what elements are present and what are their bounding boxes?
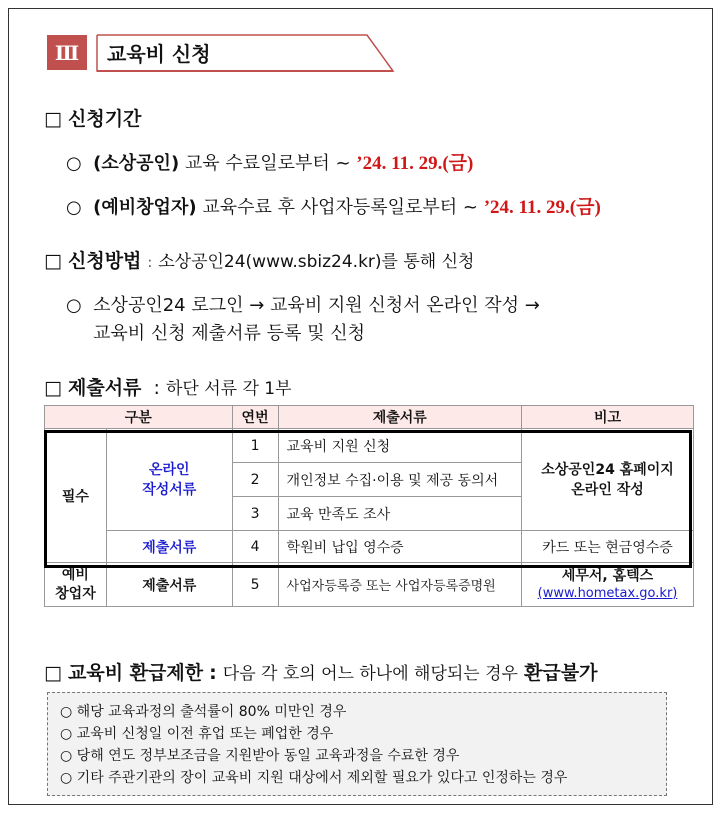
note-online: 소상공인24 홈페이지 온라인 작성 (522, 429, 694, 531)
row-document: 교육 만족도 조사 (278, 497, 522, 531)
checkbox-square-icon: □ (44, 377, 62, 399)
row-document: 학원비 납입 영수증 (278, 531, 522, 563)
method-text: 소상공인24(www.sbiz24.kr)를 통해 신청 (158, 252, 475, 272)
period-item-1 (66, 148, 473, 175)
period-heading (44, 104, 141, 131)
list-item: ○ 당해 연도 정부보조금을 지원받아 동일 교육과정을 수료한 경우 (60, 748, 460, 764)
method-step-line1: 소상공인24 로그인 → 교육비 지원 신청서 온라인 작성 → (93, 295, 540, 316)
section-number: Ⅲ (47, 35, 87, 70)
period-who: (소상공인) (93, 153, 180, 174)
table-row (45, 563, 694, 607)
list-item: ○ 해당 교육과정의 출석률이 80% 미만인 경우 (60, 704, 347, 720)
group-required: 필수 (45, 429, 107, 563)
refund-heading (44, 658, 597, 685)
circle-bullet-icon: ○ (66, 197, 82, 218)
hometax-link[interactable]: (www.hometax.go.kr) (537, 585, 678, 601)
period-date: ’24. 11. 29.(금) (356, 153, 474, 174)
row-number: 5 (232, 563, 278, 607)
method-sep: : (147, 255, 153, 271)
col-remark: 비고 (522, 406, 694, 429)
table-row (45, 531, 694, 563)
row-document: 교육비 지원 신청 (278, 429, 522, 463)
period-date: ’24. 11. 29.(금) (483, 197, 601, 218)
list-item: ○ 교육비 신청일 이전 휴업 또는 폐업한 경우 (60, 726, 334, 742)
note-tax (522, 563, 694, 607)
docs-heading (44, 373, 292, 400)
row-number: 1 (232, 429, 278, 463)
table-header-row (45, 406, 694, 429)
row-number: 4 (232, 531, 278, 563)
circle-bullet-icon: ○ (66, 153, 82, 174)
refund-emph: 환급불가 (524, 662, 598, 684)
refund-conditions-box (47, 692, 667, 796)
period-who: (예비창업자) (93, 197, 197, 218)
checkbox-square-icon: □ (44, 250, 62, 272)
pre-submit-label: 제출서류 (106, 563, 232, 607)
page-title: 교육비 신청 (107, 42, 211, 66)
online-docs-label: 온라인 작성서류 (106, 429, 232, 531)
period-text: 교육수료 후 사업자등록일로부터 ~ (202, 197, 478, 218)
period-item-2 (66, 192, 601, 219)
note-tax-title: 세무서, 홈텍스 (561, 567, 654, 584)
col-number: 연번 (232, 406, 278, 429)
refund-sep: : (209, 662, 217, 684)
docs-title: 제출서류 (68, 377, 142, 399)
refund-text: 다음 각 호의 어느 하나에 해당되는 경우 (222, 664, 518, 684)
period-title: 신청기간 (68, 108, 142, 130)
period-text: 교육 수료일로부터 ~ (184, 153, 351, 174)
method-title: 신청방법 (68, 250, 142, 272)
checkbox-square-icon: □ (44, 662, 62, 684)
circle-bullet-icon: ○ (66, 295, 82, 316)
method-step-line2: 교육비 신청 제출서류 등록 및 신청 (93, 323, 366, 344)
group-pre-founder: 예비 창업자 (45, 563, 107, 607)
note-receipt: 카드 또는 현금영수증 (522, 531, 694, 563)
row-number: 3 (232, 497, 278, 531)
documents-table (44, 405, 694, 607)
row-document: 사업자등록증 또는 사업자등록증명원 (278, 563, 522, 607)
col-category: 구분 (45, 406, 233, 429)
refund-title: 교육비 환급제한 (68, 662, 204, 684)
table-row (45, 429, 694, 463)
method-item (66, 291, 540, 317)
checkbox-square-icon: □ (44, 108, 62, 130)
docs-sep: : (153, 377, 160, 399)
col-document: 제출서류 (278, 406, 522, 429)
row-document: 개인정보 수집·이용 및 제공 동의서 (278, 463, 522, 497)
row-number: 2 (232, 463, 278, 497)
submit-docs-label: 제출서류 (106, 531, 232, 563)
list-item: ○ 기타 주관기관의 장이 교육비 지원 대상에서 제외할 필요가 있다고 인정하는 경우 (60, 770, 568, 786)
method-heading (44, 246, 474, 273)
docs-text: 하단 서류 각 1부 (165, 379, 292, 399)
